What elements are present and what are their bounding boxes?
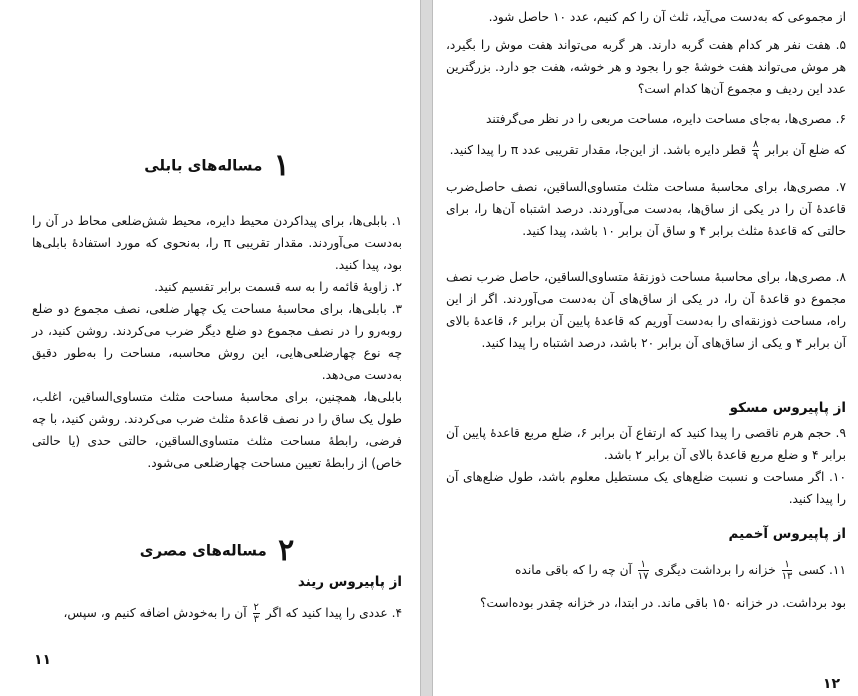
fraction-one-seventeenth-numerator: ۱: [638, 559, 649, 571]
problem-11: [446, 555, 846, 585]
problem-5: ۵. هفت نفر هر کدام هفت گربه دارند. هر گربه می‌تواند هفت موش را بگیرد، هر موش می‌تواند هفت خوشهٔ جو را بجود و هر خوشه، هفت جو دارد. بزرگترین عدد این ردیف و مجموع آن‌ها کدام است؟: [446, 38, 846, 96]
chapter-1-heading: [32, 148, 402, 183]
problem-3: ۳. بابلی‌ها، برای محاسبهٔ مساحت یک چهار ضلعی، نصف مجموع دو ضلع روبه‌رو را در نصف مجموع دو ضلع دیگر ضرب می‌کردند. روشن کنید، در چه نوع چهارضلعی‌هایی، این روش محاسبه، مساحت را به‌طور دقیق به‌دست می‌دهد.: [32, 302, 402, 382]
right-page: [432, 0, 858, 696]
problem-1: ۱. بابلی‌ها، برای پیداکردن محیط دایره، محیط شش‌ضلعی محاط در آن را به‌دست می‌آوردند. مقدار تقریبی π را، به‌نحوی که مورد استفادهٔ بابلی‌ها بود، پیدا کنید.: [32, 214, 402, 272]
problem-6-line-2: [446, 136, 846, 164]
fraction-two-thirds-numerator: ۲: [253, 602, 259, 613]
problem-6-line-1: ۶. مصری‌ها، به‌جای مساحت دایره، مساحت مربعی را در نظر می‌گرفتند: [486, 112, 846, 126]
problem-6-text-b: قطر دایره باشد. از این‌جا، مقدار تقریبی عدد π را پیدا کنید.: [449, 143, 747, 157]
fraction-eight-ninths-denominator: ۹: [752, 151, 759, 162]
fraction-eight-ninths-numerator: ۸: [752, 139, 759, 150]
problem-4-continuation: از مجموعی که به‌دست می‌آید، ثلث آن را کم کنیم، عدد ۱۰ حاصل شود.: [488, 10, 846, 24]
chapter-1-number: ۱: [273, 148, 290, 183]
problem-11-text-a: ۱۱. کسی: [798, 563, 846, 577]
fraction-one-seventeenth: [638, 559, 649, 582]
fraction-one-seventeenth-denominator: ۱۷: [637, 571, 649, 582]
problem-6-text-a: که ضلع آن برابر: [765, 143, 846, 157]
fraction-one-thirteenth: [782, 559, 793, 582]
section-rhind-papyrus: از پاپیروس ریند: [297, 574, 402, 590]
book-gutter: [421, 0, 432, 696]
fraction-two-thirds-denominator: ۳: [253, 614, 259, 625]
problem-11-text-c: آن چه را که باقی مانده: [515, 563, 632, 577]
problem-11-text-b: خزانه را برداشت دیگری: [654, 563, 776, 577]
fraction-one-thirteenth-denominator: ۱۳: [781, 571, 793, 582]
problem-2: ۲. زاویهٔ قائمه را به سه قسمت برابر تقسیم کنید.: [154, 280, 402, 294]
page-number-left: ۱۱: [34, 652, 52, 668]
problem-8: ۸. مصری‌ها، برای محاسبهٔ مساحت ذوزنقهٔ متساوی‌الساقین، حاصل ضرب نصف مجموع دو قاعدهٔ آن را، در یکی از ساق‌های آن به‌دست می‌آوردند. اگر از این راه، مساحت ذوزنقه‌ای را به‌دست آوریم که قاعدهٔ پایین آن برابر ۶، قاعدهٔ بالای آن برابر ۴ و یکی از ساق‌های آن برابر ۲۰ باشد، درصد اشتباه را پیدا کنید.: [446, 270, 846, 350]
left-page: [0, 0, 421, 696]
problem-4-text-a: ۴. عددی را پیدا کنید که اگر: [265, 606, 402, 620]
chapter-2-number: ۲: [278, 533, 295, 568]
problem-10: ۱۰. اگر مساحت و نسبت ضلع‌های یک مستطیل معلوم باشد، طول ضلع‌های آن را پیدا کنید.: [446, 470, 846, 506]
fraction-eight-ninths: [752, 139, 759, 162]
problem-3-continuation: بابلی‌ها، همچنین، برای محاسبهٔ مساحت مثلث متساوی‌الساقین، اغلب، طول یک ساق را در نصف قاعدهٔ مثلث ضرب می‌کردند. روشن کنید، با چه فرضی، رابطهٔ مساحت مثلث متساوی‌الساقین، حالتی حدی (یا حالتی خاص) از رابطهٔ تعیین مساحت چهارضلعی می‌شود.: [32, 390, 402, 470]
chapter-2-heading: [32, 533, 402, 568]
fraction-one-thirteenth-numerator: ۱: [782, 559, 793, 571]
section-akhmim-papyrus: از پاپیروس آخمیم: [728, 526, 846, 542]
problem-11-line-2: بود برداشت. در خزانه ۱۵۰ باقی ماند. در ابتدا، در خزانه چقدر بوده‌است؟: [480, 596, 846, 610]
page-number-right: ۱۲: [822, 676, 840, 692]
chapter-2-title: مساله‌های مصری: [139, 541, 267, 560]
problem-7: ۷. مصری‌ها، برای محاسبهٔ مساحت مثلث متساوی‌الساقین، نصف حاصل‌ضرب قاعدهٔ آن را در یکی از ساق‌ها، به‌دست می‌آوردند. درصد اشتباه آن‌ها را، برای حالتی که قاعدهٔ مثلث برابر ۴ و ساق آن برابر ۱۰ باشد، پیدا کنید.: [446, 180, 846, 238]
problem-9: ۹. حجم هرم ناقصی را پیدا کنید که ارتفاع آن برابر ۶، ضلع مربع قاعدهٔ پایین آن برابر ۴ و ضلع مربع قاعدهٔ بالای آن برابر ۲ باشد.: [446, 426, 846, 462]
problem-4-text-b: آن را به‌خودش اضافه کنیم و، سپس،: [63, 606, 247, 620]
section-moscow-papyrus: از پاپیروس مسکو: [729, 400, 846, 416]
problem-4: [32, 600, 402, 626]
fraction-two-thirds: [253, 602, 260, 625]
chapter-1-title: مساله‌های بابلی: [144, 156, 263, 175]
